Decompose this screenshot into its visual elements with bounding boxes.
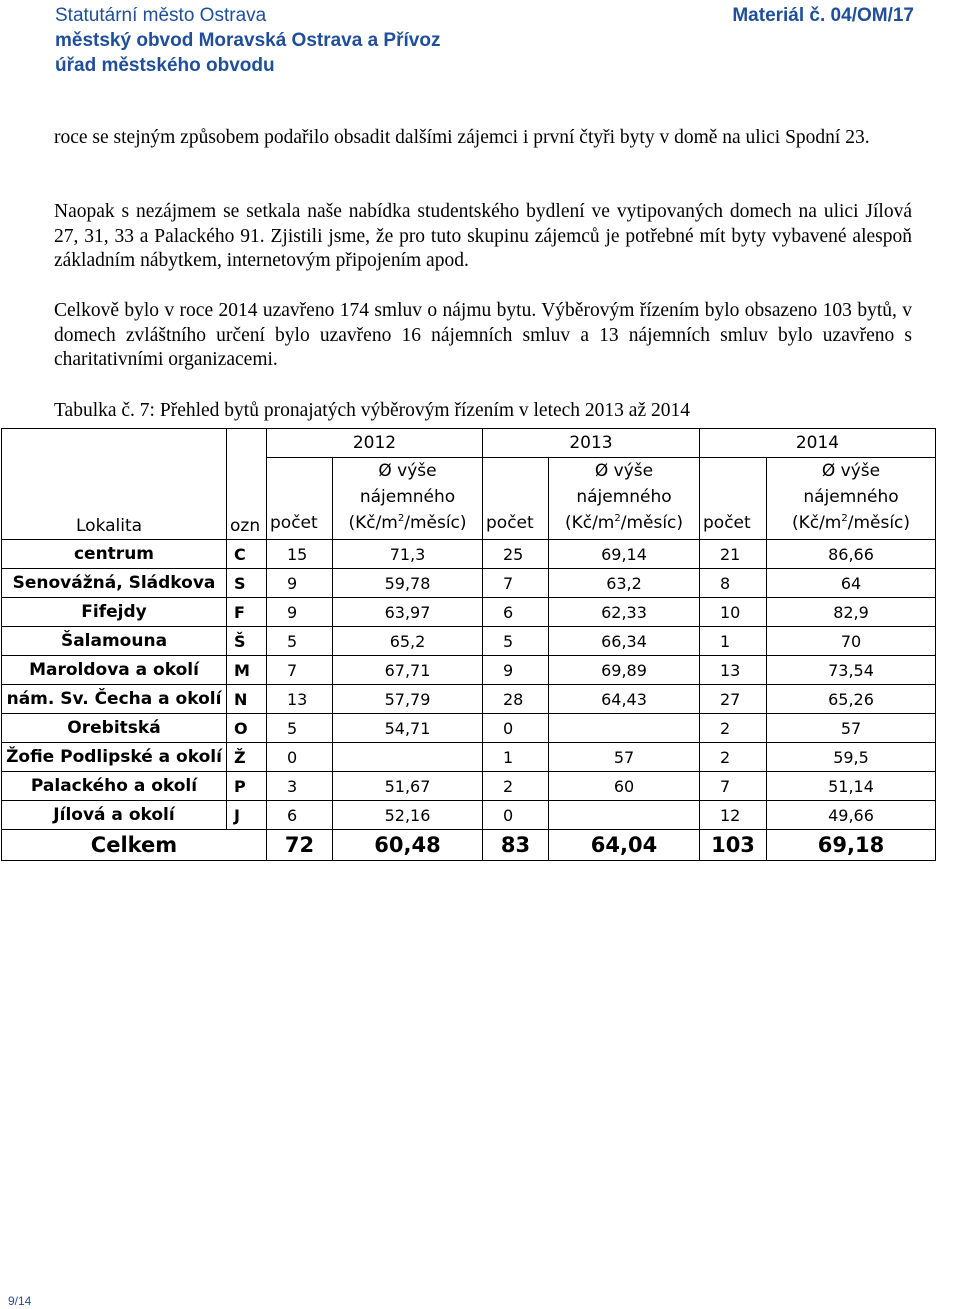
row-count-2013: 7 <box>483 569 549 598</box>
row-count-2013: 1 <box>483 743 549 772</box>
row-code: J <box>227 801 267 830</box>
header-district: městský obvod Moravská Ostrava a Přívoz <box>55 30 441 51</box>
header-material-number: Materiál č. 04/OM/17 <box>732 5 914 26</box>
total-count-2014: 103 <box>700 830 767 861</box>
row-avg-2012: 54,71 <box>333 714 483 743</box>
table-row <box>2 801 936 830</box>
row-avg-2012: 59,78 <box>333 569 483 598</box>
row-avg-2013 <box>549 801 700 830</box>
col-count-2013: počet <box>483 458 549 540</box>
row-code: S <box>227 569 267 598</box>
row-avg-2012: 65,2 <box>333 627 483 656</box>
row-avg-2013: 63,2 <box>549 569 700 598</box>
row-name: Senovážná, Sládkova <box>2 569 227 598</box>
row-avg-2012 <box>333 743 483 772</box>
row-count-2013: 28 <box>483 685 549 714</box>
row-count-2014: 10 <box>700 598 767 627</box>
row-avg-2013: 57 <box>549 743 700 772</box>
row-count-2014: 12 <box>700 801 767 830</box>
row-count-2013: 6 <box>483 598 549 627</box>
table-row <box>2 714 936 743</box>
row-count-2012: 3 <box>267 772 333 801</box>
row-code: F <box>227 598 267 627</box>
row-code: P <box>227 772 267 801</box>
row-count-2012: 0 <box>267 743 333 772</box>
row-name: nám. Sv. Čecha a okolí <box>2 685 227 714</box>
header-office: úřad městského obvodu <box>55 55 275 76</box>
paragraph-student-housing: Naopak s nezájmem se setkala naše nabídka studentského bydlení ve vytipovaných domech na ulici Jílová 27, 31, 33 a Palackého 91. Zjistili jsme, že pro tuto skupinu zájemců je potřebné mít byty vybavené alespoň základním nábytkem, internetovým připojením apod. <box>54 201 912 271</box>
rentals-table <box>1 428 936 861</box>
year-header-row <box>2 429 936 458</box>
total-count-2012: 72 <box>267 830 333 861</box>
table-row <box>2 598 936 627</box>
row-code: N <box>227 685 267 714</box>
row-count-2014: 27 <box>700 685 767 714</box>
row-count-2012: 9 <box>267 598 333 627</box>
row-avg-2013 <box>549 714 700 743</box>
row-avg-2012: 63,97 <box>333 598 483 627</box>
col-avg-rent-2014: Ø výše nájemného $(Kč/m^2/měsíc)$ <box>767 458 936 540</box>
row-avg-2013: 60 <box>549 772 700 801</box>
row-avg-2012: 52,16 <box>333 801 483 830</box>
row-avg-2013: 64,43 <box>549 685 700 714</box>
col-count-2014: počet <box>700 458 767 540</box>
row-count-2014: 8 <box>700 569 767 598</box>
table-row <box>2 743 936 772</box>
row-count-2014: 21 <box>700 540 767 569</box>
row-count-2013: 9 <box>483 656 549 685</box>
header-organization: Statutární město Ostrava <box>55 5 267 26</box>
row-name: Palackého a okolí <box>2 772 227 801</box>
row-count-2014: 7 <box>700 772 767 801</box>
row-avg-2014: 49,66 <box>767 801 936 830</box>
paragraph-spodni: roce se stejným způsobem podařilo obsadit dalšími zájemci i první čtyři byty v domě na ulici Spodní 23. <box>54 127 870 148</box>
row-avg-2013: 69,89 <box>549 656 700 685</box>
table-row <box>2 627 936 656</box>
row-count-2012: 6 <box>267 801 333 830</box>
row-name: Orebitská <box>2 714 227 743</box>
row-count-2012: 13 <box>267 685 333 714</box>
row-count-2013: 25 <box>483 540 549 569</box>
paragraph-contracts-summary: Celkově bylo v roce 2014 uzavřeno 174 smluv o nájmu bytu. Výběrovým řízením bylo obsazeno 103 bytů, v domech zvláštního určení bylo uzavřeno 16 nájemních smluv a 13 nájemních smluv bylo uzavřeno s charitativními organizacemi. <box>54 300 912 370</box>
table-row <box>2 569 936 598</box>
row-avg-2014: 51,14 <box>767 772 936 801</box>
row-avg-2012: 57,79 <box>333 685 483 714</box>
row-count-2012: 9 <box>267 569 333 598</box>
total-row <box>2 830 936 861</box>
row-avg-2013: 66,34 <box>549 627 700 656</box>
row-code: Ž <box>227 743 267 772</box>
row-name: Maroldova a okolí <box>2 656 227 685</box>
row-name: Šalamouna <box>2 627 227 656</box>
row-code: C <box>227 540 267 569</box>
row-code: O <box>227 714 267 743</box>
row-avg-2014: 70 <box>767 627 936 656</box>
table-row <box>2 685 936 714</box>
row-avg-2012: 67,71 <box>333 656 483 685</box>
col-ozn-header: ozn <box>227 429 267 540</box>
row-code: M <box>227 656 267 685</box>
row-count-2012: 5 <box>267 714 333 743</box>
row-avg-2013: 69,14 <box>549 540 700 569</box>
row-avg-2014: 59,5 <box>767 743 936 772</box>
row-count-2013: 2 <box>483 772 549 801</box>
row-avg-2013: 62,33 <box>549 598 700 627</box>
row-name: Žofie Podlipské a okolí <box>2 743 227 772</box>
total-avg-2014: 69,18 <box>767 830 936 861</box>
row-name: centrum <box>2 540 227 569</box>
row-count-2014: 1 <box>700 627 767 656</box>
row-name: Jílová a okolí <box>2 801 227 830</box>
table-row <box>2 540 936 569</box>
row-avg-2014: 86,66 <box>767 540 936 569</box>
col-avg-rent-2012: Ø výše nájemného $(Kč/m^2/měsíc)$ <box>333 458 483 540</box>
row-count-2013: 0 <box>483 714 549 743</box>
row-count-2012: 15 <box>267 540 333 569</box>
row-count-2013: 0 <box>483 801 549 830</box>
row-count-2014: 2 <box>700 714 767 743</box>
row-count-2014: 13 <box>700 656 767 685</box>
year-2014-header: 2014 <box>700 429 936 458</box>
row-count-2012: 5 <box>267 627 333 656</box>
col-lokalita-header: Lokalita <box>2 429 227 540</box>
year-2012-header: 2012 <box>267 429 483 458</box>
row-avg-2012: 71,3 <box>333 540 483 569</box>
row-avg-2014: 64 <box>767 569 936 598</box>
total-avg-2013: 64,04 <box>549 830 700 861</box>
total-count-2013: 83 <box>483 830 549 861</box>
row-avg-2014: 57 <box>767 714 936 743</box>
row-name: Fifejdy <box>2 598 227 627</box>
total-avg-2012: 60,48 <box>333 830 483 861</box>
table-row <box>2 772 936 801</box>
table-row <box>2 656 936 685</box>
row-avg-2014: 65,26 <box>767 685 936 714</box>
row-count-2014: 2 <box>700 743 767 772</box>
col-avg-rent-2013: Ø výše nájemného $(Kč/m^2/měsíc)$ <box>549 458 700 540</box>
table-caption: Tabulka č. 7: Přehled bytů pronajatých výběrovým řízením v letech 2013 až 2014 <box>54 400 690 421</box>
row-code: Š <box>227 627 267 656</box>
col-count-2012: počet <box>267 458 333 540</box>
row-avg-2012: 51,67 <box>333 772 483 801</box>
row-count-2013: 5 <box>483 627 549 656</box>
row-count-2012: 7 <box>267 656 333 685</box>
total-label: Celkem <box>2 830 267 861</box>
year-2013-header: 2013 <box>483 429 700 458</box>
row-avg-2014: 82,9 <box>767 598 936 627</box>
row-avg-2014: 73,54 <box>767 656 936 685</box>
page-number: 9/14 <box>8 1294 32 1308</box>
